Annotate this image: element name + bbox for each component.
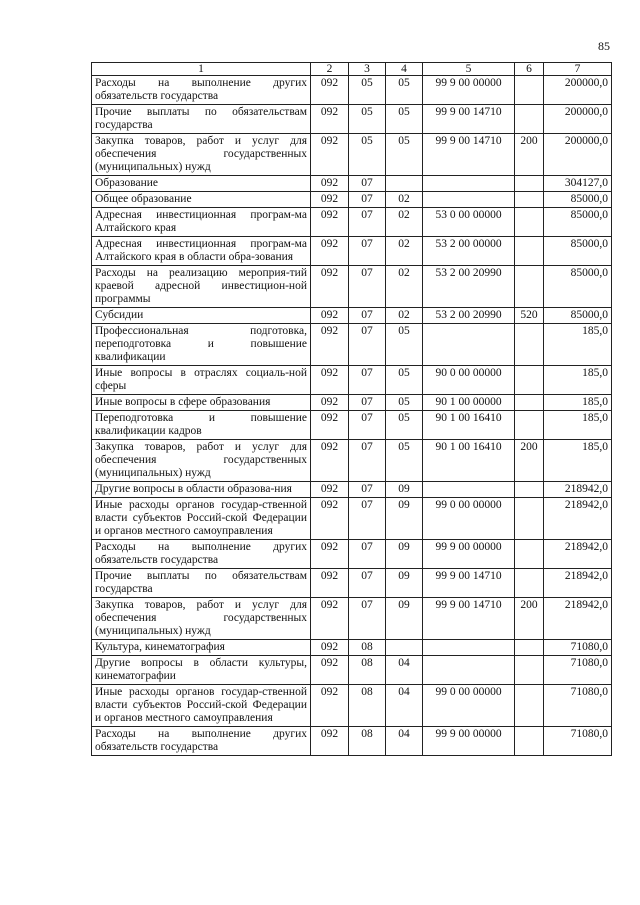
table-row xyxy=(92,192,612,208)
section-code-cell: 07 xyxy=(349,498,386,540)
expense-type-cell xyxy=(515,482,544,498)
subsection-code-cell xyxy=(386,176,423,192)
ministry-code-cell: 092 xyxy=(311,482,349,498)
expense-type-cell xyxy=(515,324,544,366)
section-code-cell: 05 xyxy=(349,134,386,176)
row-name-cell: Расходы на выполнение других обязательств государства xyxy=(92,727,311,756)
target-article-cell xyxy=(423,656,515,685)
expense-type-cell xyxy=(515,237,544,266)
amount-cell: 218942,0 xyxy=(544,598,612,640)
row-name-cell: Адресная инвестиционная програм-ма Алтайского края xyxy=(92,208,311,237)
target-article-cell: 90 1 00 00000 xyxy=(423,395,515,411)
subsection-code-cell: 02 xyxy=(386,237,423,266)
amount-cell: 185,0 xyxy=(544,440,612,482)
ministry-code-cell: 092 xyxy=(311,76,349,105)
row-name-cell: Прочие выплаты по обязательствам государства xyxy=(92,105,311,134)
section-code-cell: 07 xyxy=(349,308,386,324)
section-code-cell: 08 xyxy=(349,656,386,685)
row-name-cell: Иные вопросы в отраслях социаль-ной сферы xyxy=(92,366,311,395)
subsection-code-cell: 09 xyxy=(386,498,423,540)
ministry-code-cell: 092 xyxy=(311,540,349,569)
subsection-code-cell: 09 xyxy=(386,598,423,640)
amount-cell: 185,0 xyxy=(544,324,612,366)
expense-type-cell xyxy=(515,395,544,411)
target-article-cell: 99 9 00 14710 xyxy=(423,569,515,598)
subsection-code-cell: 04 xyxy=(386,727,423,756)
amount-cell: 71080,0 xyxy=(544,727,612,756)
amount-cell: 185,0 xyxy=(544,366,612,395)
row-name-cell: Культура, кинематография xyxy=(92,640,311,656)
expense-type-cell xyxy=(515,727,544,756)
target-article-cell: 53 2 00 00000 xyxy=(423,237,515,266)
amount-cell: 200000,0 xyxy=(544,105,612,134)
subsection-code-cell: 05 xyxy=(386,105,423,134)
subsection-code-cell: 02 xyxy=(386,308,423,324)
table-body xyxy=(92,76,612,756)
expense-type-cell xyxy=(515,656,544,685)
expense-type-cell: 200 xyxy=(515,134,544,176)
section-code-cell: 07 xyxy=(349,540,386,569)
amount-cell: 218942,0 xyxy=(544,498,612,540)
subsection-code-cell: 04 xyxy=(386,656,423,685)
table-row xyxy=(92,540,612,569)
ministry-code-cell: 092 xyxy=(311,324,349,366)
row-name-cell: Закупка товаров, работ и услуг для обеспечения государственных (муниципальных) нужд xyxy=(92,134,311,176)
section-code-cell: 07 xyxy=(349,237,386,266)
section-code-cell: 07 xyxy=(349,176,386,192)
table-row xyxy=(92,176,612,192)
table-row xyxy=(92,569,612,598)
table-row xyxy=(92,134,612,176)
amount-cell: 85000,0 xyxy=(544,237,612,266)
section-code-cell: 08 xyxy=(349,685,386,727)
amount-cell: 71080,0 xyxy=(544,640,612,656)
ministry-code-cell: 092 xyxy=(311,640,349,656)
table-row xyxy=(92,324,612,366)
target-article-cell: 90 1 00 16410 xyxy=(423,411,515,440)
target-article-cell xyxy=(423,482,515,498)
section-code-cell: 08 xyxy=(349,727,386,756)
table-row xyxy=(92,411,612,440)
target-article-cell: 99 0 00 00000 xyxy=(423,498,515,540)
expense-type-cell xyxy=(515,498,544,540)
row-name-cell: Иные расходы органов государ-ственной власти субъектов Россий-ской Федерации и органов местного самоуправления xyxy=(92,685,311,727)
subsection-code-cell: 05 xyxy=(386,440,423,482)
section-code-cell: 07 xyxy=(349,411,386,440)
section-code-cell: 07 xyxy=(349,324,386,366)
table-row xyxy=(92,482,612,498)
target-article-cell: 53 2 00 20990 xyxy=(423,308,515,324)
subsection-code-cell: 09 xyxy=(386,482,423,498)
row-name-cell: Другие вопросы в области культуры, кинематографии xyxy=(92,656,311,685)
amount-cell: 304127,0 xyxy=(544,176,612,192)
row-name-cell: Адресная инвестиционная програм-ма Алтайского края в области обра-зования xyxy=(92,237,311,266)
target-article-cell: 90 0 00 00000 xyxy=(423,366,515,395)
target-article-cell: 99 9 00 00000 xyxy=(423,540,515,569)
target-article-cell: 53 2 00 20990 xyxy=(423,266,515,308)
header-cell: 1 xyxy=(92,63,311,76)
amount-cell: 185,0 xyxy=(544,411,612,440)
ministry-code-cell: 092 xyxy=(311,237,349,266)
expense-type-cell xyxy=(515,208,544,237)
table-row xyxy=(92,727,612,756)
target-article-cell xyxy=(423,324,515,366)
expense-type-cell: 200 xyxy=(515,440,544,482)
section-code-cell: 07 xyxy=(349,192,386,208)
subsection-code-cell: 02 xyxy=(386,266,423,308)
table-row xyxy=(92,685,612,727)
subsection-code-cell: 09 xyxy=(386,569,423,598)
page-number: 85 xyxy=(598,39,610,53)
ministry-code-cell: 092 xyxy=(311,192,349,208)
section-code-cell: 05 xyxy=(349,105,386,134)
ministry-code-cell: 092 xyxy=(311,308,349,324)
expense-type-cell: 200 xyxy=(515,598,544,640)
amount-cell: 85000,0 xyxy=(544,192,612,208)
table-row xyxy=(92,640,612,656)
subsection-code-cell: 09 xyxy=(386,540,423,569)
section-code-cell: 07 xyxy=(349,366,386,395)
table-row xyxy=(92,440,612,482)
ministry-code-cell: 092 xyxy=(311,208,349,237)
section-code-cell: 07 xyxy=(349,440,386,482)
ministry-code-cell: 092 xyxy=(311,598,349,640)
expense-type-cell xyxy=(515,105,544,134)
target-article-cell: 99 9 00 00000 xyxy=(423,76,515,105)
amount-cell: 85000,0 xyxy=(544,308,612,324)
expense-type-cell xyxy=(515,540,544,569)
expense-type-cell xyxy=(515,192,544,208)
ministry-code-cell: 092 xyxy=(311,569,349,598)
amount-cell: 218942,0 xyxy=(544,569,612,598)
expense-type-cell xyxy=(515,569,544,598)
amount-cell: 218942,0 xyxy=(544,482,612,498)
table-header-row xyxy=(92,63,612,76)
section-code-cell: 07 xyxy=(349,569,386,598)
subsection-code-cell: 02 xyxy=(386,192,423,208)
row-name-cell: Закупка товаров, работ и услуг для обеспечения государственных (муниципальных) нужд xyxy=(92,598,311,640)
target-article-cell: 99 9 00 00000 xyxy=(423,727,515,756)
amount-cell: 85000,0 xyxy=(544,208,612,237)
row-name-cell: Общее образование xyxy=(92,192,311,208)
ministry-code-cell: 092 xyxy=(311,411,349,440)
header-cell: 3 xyxy=(349,63,386,76)
table-row xyxy=(92,308,612,324)
header-cell: 7 xyxy=(544,63,612,76)
subsection-code-cell: 04 xyxy=(386,685,423,727)
subsection-code-cell: 05 xyxy=(386,76,423,105)
budget-table xyxy=(91,62,612,756)
ministry-code-cell: 092 xyxy=(311,656,349,685)
table-row xyxy=(92,656,612,685)
row-name-cell: Переподготовка и повышение квалификации кадров xyxy=(92,411,311,440)
row-name-cell: Расходы на выполнение других обязательств государства xyxy=(92,540,311,569)
amount-cell: 200000,0 xyxy=(544,134,612,176)
target-article-cell: 53 0 00 00000 xyxy=(423,208,515,237)
section-code-cell: 07 xyxy=(349,598,386,640)
table-row xyxy=(92,266,612,308)
ministry-code-cell: 092 xyxy=(311,134,349,176)
expense-type-cell xyxy=(515,685,544,727)
target-article-cell xyxy=(423,176,515,192)
header-cell: 4 xyxy=(386,63,423,76)
target-article-cell: 99 9 00 14710 xyxy=(423,105,515,134)
ministry-code-cell: 092 xyxy=(311,105,349,134)
subsection-code-cell: 05 xyxy=(386,395,423,411)
expense-type-cell xyxy=(515,76,544,105)
row-name-cell: Иные вопросы в сфере образования xyxy=(92,395,311,411)
row-name-cell: Иные расходы органов государ-ственной власти субъектов Россий-ской Федерации и органов местного самоуправления xyxy=(92,498,311,540)
subsection-code-cell: 05 xyxy=(386,324,423,366)
amount-cell: 71080,0 xyxy=(544,656,612,685)
target-article-cell: 99 9 00 14710 xyxy=(423,134,515,176)
amount-cell: 85000,0 xyxy=(544,266,612,308)
header-cell: 5 xyxy=(423,63,515,76)
ministry-code-cell: 092 xyxy=(311,266,349,308)
expense-type-cell xyxy=(515,411,544,440)
section-code-cell: 05 xyxy=(349,76,386,105)
subsection-code-cell: 05 xyxy=(386,366,423,395)
target-article-cell: 99 0 00 00000 xyxy=(423,685,515,727)
target-article-cell xyxy=(423,640,515,656)
row-name-cell: Закупка товаров, работ и услуг для обеспечения государственных (муниципальных) нужд xyxy=(92,440,311,482)
target-article-cell: 90 1 00 16410 xyxy=(423,440,515,482)
subsection-code-cell: 02 xyxy=(386,208,423,237)
table-row xyxy=(92,395,612,411)
row-name-cell: Профессиональная подготовка, переподготовка и повышение квалификации xyxy=(92,324,311,366)
section-code-cell: 07 xyxy=(349,482,386,498)
section-code-cell: 07 xyxy=(349,266,386,308)
expense-type-cell xyxy=(515,176,544,192)
table-row xyxy=(92,76,612,105)
subsection-code-cell xyxy=(386,640,423,656)
amount-cell: 200000,0 xyxy=(544,76,612,105)
row-name-cell: Прочие выплаты по обязательствам государства xyxy=(92,569,311,598)
ministry-code-cell: 092 xyxy=(311,685,349,727)
section-code-cell: 08 xyxy=(349,640,386,656)
expense-type-cell xyxy=(515,640,544,656)
ministry-code-cell: 092 xyxy=(311,727,349,756)
table-row xyxy=(92,105,612,134)
row-name-cell: Субсидии xyxy=(92,308,311,324)
amount-cell: 185,0 xyxy=(544,395,612,411)
table-row xyxy=(92,237,612,266)
table-row xyxy=(92,498,612,540)
header-cell: 6 xyxy=(515,63,544,76)
section-code-cell: 07 xyxy=(349,395,386,411)
expense-type-cell xyxy=(515,366,544,395)
ministry-code-cell: 092 xyxy=(311,395,349,411)
subsection-code-cell: 05 xyxy=(386,411,423,440)
ministry-code-cell: 092 xyxy=(311,440,349,482)
ministry-code-cell: 092 xyxy=(311,366,349,395)
header-cell: 2 xyxy=(311,63,349,76)
target-article-cell: 99 9 00 14710 xyxy=(423,598,515,640)
table-row xyxy=(92,598,612,640)
table-row xyxy=(92,208,612,237)
table-row xyxy=(92,366,612,395)
section-code-cell: 07 xyxy=(349,208,386,237)
amount-cell: 218942,0 xyxy=(544,540,612,569)
row-name-cell: Другие вопросы в области образова-ния xyxy=(92,482,311,498)
row-name-cell: Расходы на выполнение других обязательств государства xyxy=(92,76,311,105)
expense-type-cell: 520 xyxy=(515,308,544,324)
ministry-code-cell: 092 xyxy=(311,176,349,192)
row-name-cell: Образование xyxy=(92,176,311,192)
expense-type-cell xyxy=(515,266,544,308)
row-name-cell: Расходы на реализацию мероприя-тий краевой адресной инвестицион-ной программы xyxy=(92,266,311,308)
target-article-cell xyxy=(423,192,515,208)
subsection-code-cell: 05 xyxy=(386,134,423,176)
amount-cell: 71080,0 xyxy=(544,685,612,727)
ministry-code-cell: 092 xyxy=(311,498,349,540)
